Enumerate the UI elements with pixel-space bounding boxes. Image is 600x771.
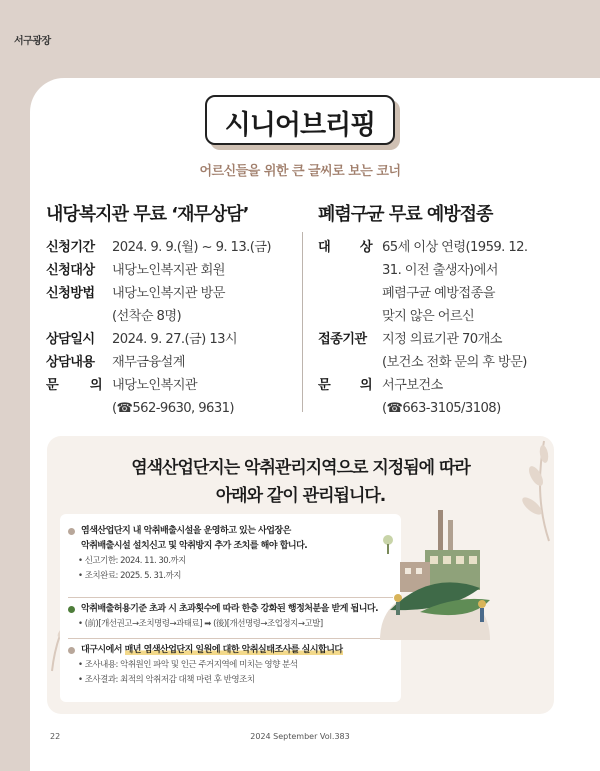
row-key xyxy=(318,351,382,374)
row-value: 맞지 않은 어르신 xyxy=(382,309,475,324)
notice-title-line: 염색산업단지는 악취관리지역으로 지정됨에 따라 xyxy=(131,458,470,478)
page-number: 22 xyxy=(50,732,61,741)
section-tag: 서구광장 xyxy=(14,36,51,47)
row-key-char: 문 xyxy=(318,378,331,393)
notice-item-main xyxy=(68,643,395,658)
notice-item xyxy=(68,643,395,688)
row-key xyxy=(318,282,382,305)
row-key xyxy=(318,397,382,420)
row-key-char: 의 xyxy=(359,378,372,393)
row-key-char: 문 xyxy=(46,378,59,393)
notice-item-main xyxy=(68,524,395,554)
title-box xyxy=(205,95,395,145)
bullet-dot-icon xyxy=(68,647,75,654)
industrial-complex-illustration xyxy=(360,500,510,640)
row-value: (보건소 전화 문의 후 방문) xyxy=(382,355,527,370)
row-value: (선착순 8명) xyxy=(112,309,182,324)
notice-sub-item: • 신고기한: 2024. 11. 30.까지 xyxy=(78,556,186,566)
notice-item-text: 악취배출허용기준 초과 시 초과횟수에 따라 한층 강화된 행정처분을 받게 됩니다. xyxy=(81,604,379,614)
info-row xyxy=(46,236,301,259)
row-key xyxy=(318,236,382,259)
row-key xyxy=(46,374,112,397)
row-value: 내당노인복지관 xyxy=(112,378,197,393)
notice-sub-item: • 조사결과: 최적의 악취저감 대책 마련 후 반영조치 xyxy=(78,675,255,685)
row-key xyxy=(46,305,112,328)
notice-item-main xyxy=(68,602,395,617)
notice-content xyxy=(60,514,401,702)
info-row xyxy=(318,351,568,374)
info-row xyxy=(318,328,568,351)
notice-title-line: 아래와 같이 관리됩니다. xyxy=(215,486,386,506)
column-divider xyxy=(302,232,303,412)
page-subtitle: 어르신들을 위한 큰 글씨로 보는 코너 xyxy=(199,164,401,179)
row-key xyxy=(46,397,112,420)
row-key xyxy=(318,374,382,397)
notice-item xyxy=(68,602,395,632)
row-key-char: 의 xyxy=(89,378,102,393)
bullet-dot-icon xyxy=(68,606,75,613)
info-row xyxy=(318,236,568,259)
notice-item-text: 대구시에서 xyxy=(81,645,125,655)
row-value: 31. 이전 출생자)에서 xyxy=(382,263,498,278)
item-divider xyxy=(68,638,393,639)
page-title: 시니어브리핑 xyxy=(224,110,376,141)
issue-volume: 2024 September Vol.383 xyxy=(250,732,350,741)
row-key: 신청대상 xyxy=(46,263,95,278)
counseling-heading: 내당복지관 무료 ‘재무상담’ xyxy=(46,204,249,225)
row-key: 신청기간 xyxy=(46,240,95,255)
row-key: 신청방법 xyxy=(46,286,95,301)
row-key xyxy=(318,305,382,328)
info-row xyxy=(318,259,568,282)
info-row xyxy=(46,282,301,305)
row-key-char: 대 xyxy=(318,240,331,255)
info-row xyxy=(318,397,568,420)
row-key: 상담내용 xyxy=(46,355,95,370)
vaccination-heading: 폐렴구균 무료 예방접종 xyxy=(318,204,493,225)
row-value: (☎562-9630, 9631) xyxy=(112,401,234,416)
info-row xyxy=(318,374,568,397)
row-value: 지정 의료기관 70개소 xyxy=(382,332,502,347)
row-value: 내당노인복지관 방문 xyxy=(112,286,225,301)
row-key: 접종기관 xyxy=(318,332,367,347)
info-row xyxy=(46,374,301,397)
info-row xyxy=(46,305,301,328)
notice-sub-item: • 조사내용: 악취원인 파악 및 인근 주거지역에 미치는 영향 분석 xyxy=(78,660,298,670)
row-key-char: 상 xyxy=(359,240,372,255)
notice-item-text: 악취배출시설 설치신고 및 악취방지 추가 조치를 해야 합니다. xyxy=(81,541,308,551)
info-row xyxy=(318,282,568,305)
row-value: 서구보건소 xyxy=(382,378,443,393)
bullet-dot-icon xyxy=(68,528,75,535)
item-divider xyxy=(68,597,393,598)
row-key xyxy=(318,259,382,282)
notice-sub-item: • (前)[개선권고→조치명령→과태료] ➡ (後)[개선명령→조업정지→고발] xyxy=(78,619,323,629)
row-value: (☎663-3105/3108) xyxy=(382,401,501,416)
row-value: 폐렴구균 예방접종을 xyxy=(382,286,495,301)
row-value: 65세 이상 연령(1959. 12. xyxy=(382,240,528,255)
info-row xyxy=(46,328,301,351)
info-row xyxy=(46,259,301,282)
row-value: 내당노인복지관 회원 xyxy=(112,263,225,278)
row-key: 상담일시 xyxy=(46,332,95,347)
info-row xyxy=(46,351,301,374)
row-value: 2024. 9. 9.(월) ~ 9. 13.(금) xyxy=(112,240,271,255)
vaccination-section xyxy=(318,200,568,420)
notice-sub-item: • 조치완료: 2025. 5. 31.까지 xyxy=(78,571,181,581)
notice-item xyxy=(68,524,395,584)
notice-item-text: 염색산업단지 내 악취배출시설을 운영하고 있는 사업장은 xyxy=(81,526,291,536)
row-value: 2024. 9. 27.(금) 13시 xyxy=(112,332,238,347)
notice-item-highlight: 매년 염색산업단지 일원에 대한 악취실태조사를 실시합니다 xyxy=(124,645,343,655)
row-value: 재무금융설계 xyxy=(112,355,185,370)
info-row xyxy=(46,397,301,420)
info-row xyxy=(318,305,568,328)
counseling-section xyxy=(46,200,301,420)
